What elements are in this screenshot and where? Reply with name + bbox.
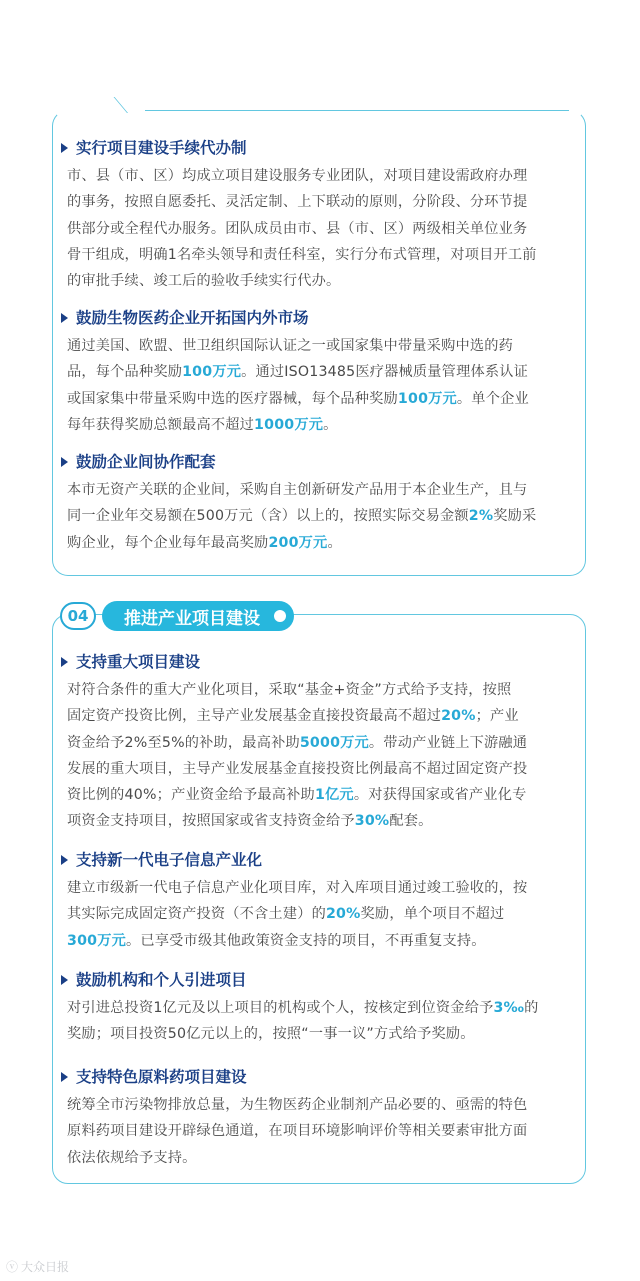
body-text: 对引进总投资1亿元及以上项目的机构或个人，按核定到位资金给予 [67, 1000, 494, 1016]
body-text: 。已享受市级其他政策资金支持的项目，不再重复支持。 [126, 932, 486, 949]
body-text: 。单个企业 [456, 390, 529, 407]
body-line [67, 477, 571, 503]
item-title-text: 鼓励企业间协作配套 [76, 453, 216, 471]
policy-item [53, 1066, 585, 1171]
triangle-bullet-icon [61, 855, 68, 865]
body-line [67, 901, 571, 927]
section-04-card [52, 614, 586, 1184]
item-title [61, 849, 571, 871]
triangle-bullet-icon [61, 143, 68, 153]
triangle-bullet-icon [61, 657, 68, 667]
body-line [67, 163, 571, 189]
highlight-value: 3‰ [493, 1000, 525, 1016]
policy-item [53, 451, 585, 556]
body-text: 。对获得国家或省产业化专 [353, 787, 527, 804]
body-text: 市、县（市、区）均成立项目建设服务专业团队，对项目建设需政府办理 [67, 168, 528, 184]
body-line [67, 268, 571, 294]
body-line [67, 503, 571, 529]
section-number: 04 [60, 602, 96, 630]
section-heading: 推进产业项目建设 [102, 601, 294, 631]
body-text: 对符合条件的重大产业化项目，采取“基金+资金”方式给予支持，按照 [67, 682, 512, 698]
body-line [67, 995, 571, 1021]
body-text: 配套。 [389, 813, 433, 830]
body-text: 骨干组成，明确1名牵头领导和责任科室，实行分布式管理，对项目开工前 [67, 246, 537, 263]
body-text: 建立市级新一代电子信息产业化项目库，对入库项目通过竣工验收的，按 [67, 880, 528, 896]
highlight-value: 20% [441, 708, 476, 725]
body-text: 资金给予2%至5%的补助，最高补助 [67, 734, 300, 751]
body-line [67, 530, 571, 556]
item-body [67, 677, 571, 835]
item-body [67, 875, 571, 954]
highlight-value: 5000万元 [299, 734, 369, 751]
item-body [67, 995, 571, 1048]
body-text: 发展的重大项目，主导产业发展基金直接投资比例最高不超过固定资产投 [67, 760, 528, 777]
section-03-card [52, 110, 586, 576]
body-line [67, 928, 571, 954]
body-line [67, 1021, 571, 1047]
watermark [6, 1258, 69, 1275]
body-text: 奖励；项目投资50亿元以上的，按照“一事一议”方式给予奖励。 [67, 1026, 475, 1043]
body-text: 通过美国、欧盟、世卫组织国际认证之一或国家集中带量采购中选的药 [67, 338, 514, 354]
body-text: 本市无资产关联的企业间，采购自主创新研发产品用于本企业生产，且与 [67, 482, 528, 498]
item-title-text: 鼓励生物医药企业开拓国内外市场 [76, 309, 309, 327]
body-text: 的 [524, 1000, 539, 1016]
item-body [67, 333, 571, 438]
body-text: 同一企业年交易额在500万元（含）以上的，按照实际交易金额 [67, 508, 469, 525]
body-text: 资比例的40%；产业资金给予最高补助 [67, 787, 315, 804]
item-title-text: 支持特色原料药项目建设 [76, 1068, 247, 1086]
item-body [67, 1092, 571, 1171]
body-text: 统筹全市污染物排放总量，为生物医药企业制剂产品必要的、亟需的特色 [67, 1097, 528, 1113]
item-title [61, 1066, 571, 1088]
body-line [67, 1118, 571, 1144]
item-title-text: 鼓励机构和个人引进项目 [76, 971, 247, 989]
body-text: 的事务，按照自愿委托、灵活定制、上下联动的原则，分阶段、分环节提 [67, 194, 528, 211]
body-text: 供部分或全程代办服务。团队成员由市、县（市、区）两级相关单位业务 [67, 220, 528, 237]
body-text: 品，每个品种奖励 [67, 364, 183, 381]
body-line [67, 756, 571, 782]
body-text: 的审批手续、竣工后的验收手续实行代办。 [67, 273, 341, 290]
body-line [67, 242, 571, 268]
body-text: 依法依规给予支持。 [67, 1149, 197, 1166]
highlight-value: 200万元 [268, 534, 328, 551]
highlight-value: 1000万元 [254, 416, 324, 433]
body-line [67, 677, 571, 703]
policy-item [53, 849, 585, 954]
body-text: 奖励，单个项目不超过 [360, 906, 505, 923]
watermark-text: 大众日报 [21, 1260, 70, 1274]
highlight-value: 30% [354, 813, 390, 830]
body-text: 。通过ISO13485医疗器械质量管理体系认证 [241, 364, 529, 381]
body-text: 原料药项目建设开辟绿色通道，在项目环境影响评价等相关要素审批方面 [67, 1123, 528, 1140]
body-text: 购企业，每个企业每年最高奖励 [67, 534, 269, 551]
item-title [61, 307, 571, 329]
item-title-text: 支持新一代电子信息产业化 [76, 851, 263, 869]
body-line [67, 412, 571, 438]
highlight-value: 2% [468, 508, 494, 525]
highlight-value: 100万元 [182, 364, 242, 381]
policy-item [53, 137, 585, 294]
triangle-bullet-icon [61, 1072, 68, 1082]
body-line [67, 386, 571, 412]
body-line [67, 730, 571, 756]
body-line [67, 875, 571, 901]
highlight-value: 20% [325, 906, 361, 923]
body-line [67, 703, 571, 729]
body-line [67, 782, 571, 808]
body-text: 。带动产业链上下游融通 [368, 734, 528, 751]
highlight-value: 1亿元 [314, 787, 354, 804]
body-text: 每年获得奖励总额最高不超过 [67, 416, 255, 433]
body-text: 。 [327, 534, 342, 551]
body-text: 或国家集中带量采购中选的医疗器械，每个品种奖励 [67, 390, 398, 407]
triangle-bullet-icon [61, 975, 68, 985]
policy-item [53, 651, 585, 835]
highlight-value: 100万元 [397, 390, 457, 407]
section-badge [60, 601, 294, 631]
body-line [67, 359, 571, 385]
body-text: 其实际完成固定资产投资（不含土建）的 [67, 906, 326, 923]
weibo-logo-icon: ⓥ [6, 1260, 19, 1274]
item-title [61, 651, 571, 673]
triangle-bullet-icon [61, 457, 68, 467]
body-line [67, 333, 571, 359]
policy-item [53, 969, 585, 1048]
body-line [67, 1092, 571, 1118]
item-title-text: 实行项目建设手续代办制 [76, 139, 247, 157]
body-line [67, 189, 571, 215]
item-title [61, 451, 571, 473]
body-text: 奖励采 [493, 508, 537, 525]
body-line [67, 216, 571, 242]
body-line [67, 808, 571, 834]
card-notch [114, 97, 150, 113]
body-text: 固定资产投资比例，主导产业发展基金直接投资最高不超过 [67, 708, 442, 725]
card-top-border [145, 110, 569, 112]
item-title-text: 支持重大项目建设 [76, 653, 201, 671]
item-title [61, 137, 571, 159]
item-body [67, 163, 571, 294]
body-text: 。 [323, 416, 338, 433]
item-body [67, 477, 571, 556]
body-line [67, 1145, 571, 1171]
highlight-value: 300万元 [67, 932, 126, 949]
policy-item [53, 307, 585, 438]
item-title [61, 969, 571, 991]
body-text: 项资金支持项目，按照国家或省支持资金给予 [67, 813, 355, 830]
body-text: ；产业 [475, 708, 519, 725]
triangle-bullet-icon [61, 313, 68, 323]
